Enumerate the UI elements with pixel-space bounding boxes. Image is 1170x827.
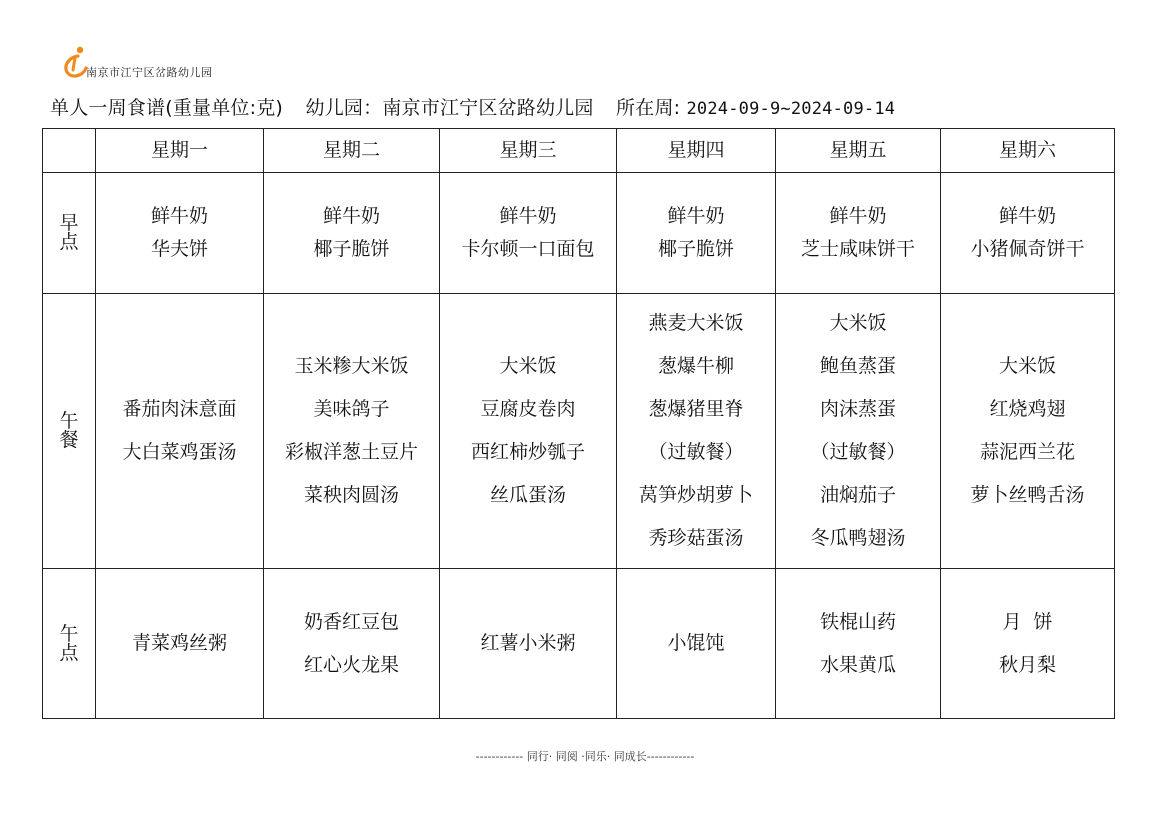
meal-label: 午 点 [43,569,96,719]
day-header: 星期三 [440,129,617,173]
menu-cell: 奶香红豆包 红心火龙果 [264,569,440,719]
menu-cell: 鲜牛奶 卡尔顿一口面包 [440,173,617,294]
meal-label: 午 餐 [43,294,96,569]
menu-cell: 燕麦大米饭 葱爆牛柳 葱爆猪里脊 （过敏餐） 莴笋炒胡萝卜 秀珍菇蛋汤 [617,294,776,569]
menu-title: 单人一周食谱(重量单位:克) [50,97,284,119]
footer-motto: ------------ 同行· 同阅 ·同乐· 同成长------------ [475,750,695,763]
menu-cell: 青菜鸡丝粥 [96,569,264,719]
menu-cell: 月 饼 秋月梨 [941,569,1115,719]
menu-cell: 红薯小米粥 [440,569,617,719]
weekly-menu-table [42,128,1115,719]
meal-label: 早 点 [43,173,96,294]
meal-row-lunch [43,294,1115,569]
day-header: 星期一 [96,129,264,173]
menu-cell: 小馄饨 [617,569,776,719]
menu-cell: 大米饭 鲍鱼蒸蛋 肉沫蒸蛋 （过敏餐） 油焖茄子 冬瓜鸭翅汤 [776,294,941,569]
week-label: 所在周: [616,97,681,119]
meal-row-afternoon-snack [43,569,1115,719]
menu-cell: 鲜牛奶 椰子脆饼 [264,173,440,294]
kindergarten-label: 幼儿园： [305,97,383,119]
kindergarten-name: 南京市江宁区岔路幼儿园 [382,97,594,119]
week-range: 2024-09-9~2024-09-14 [686,99,896,119]
menu-cell: 大米饭 红烧鸡翅 蒜泥西兰花 萝卜丝鸭舌汤 [941,294,1115,569]
menu-cell: 铁棍山药 水果黄瓜 [776,569,941,719]
menu-cell: 番茄肉沫意面 大白菜鸡蛋汤 [96,294,264,569]
day-header-row [43,129,1115,173]
meal-row-breakfast [43,173,1115,294]
day-header: 星期五 [776,129,941,173]
menu-cell: 玉米糁大米饭 美味鸽子 彩椒洋葱土豆片 菜秧肉圆汤 [264,294,440,569]
day-header: 星期六 [941,129,1115,173]
logo-text: 南京市江宁区岔路幼儿园 [86,66,213,79]
day-header: 星期二 [264,129,440,173]
corner-cell [43,129,96,173]
day-header: 星期四 [617,129,776,173]
page-heading [50,93,895,120]
menu-cell: 大米饭 豆腐皮卷肉 西红柿炒瓠子 丝瓜蛋汤 [440,294,617,569]
menu-cell: 鲜牛奶 小猪佩奇饼干 [941,173,1115,294]
menu-cell: 鲜牛奶 华夫饼 [96,173,264,294]
menu-cell: 鲜牛奶 芝士咸味饼干 [776,173,941,294]
menu-cell: 鲜牛奶 椰子脆饼 [617,173,776,294]
